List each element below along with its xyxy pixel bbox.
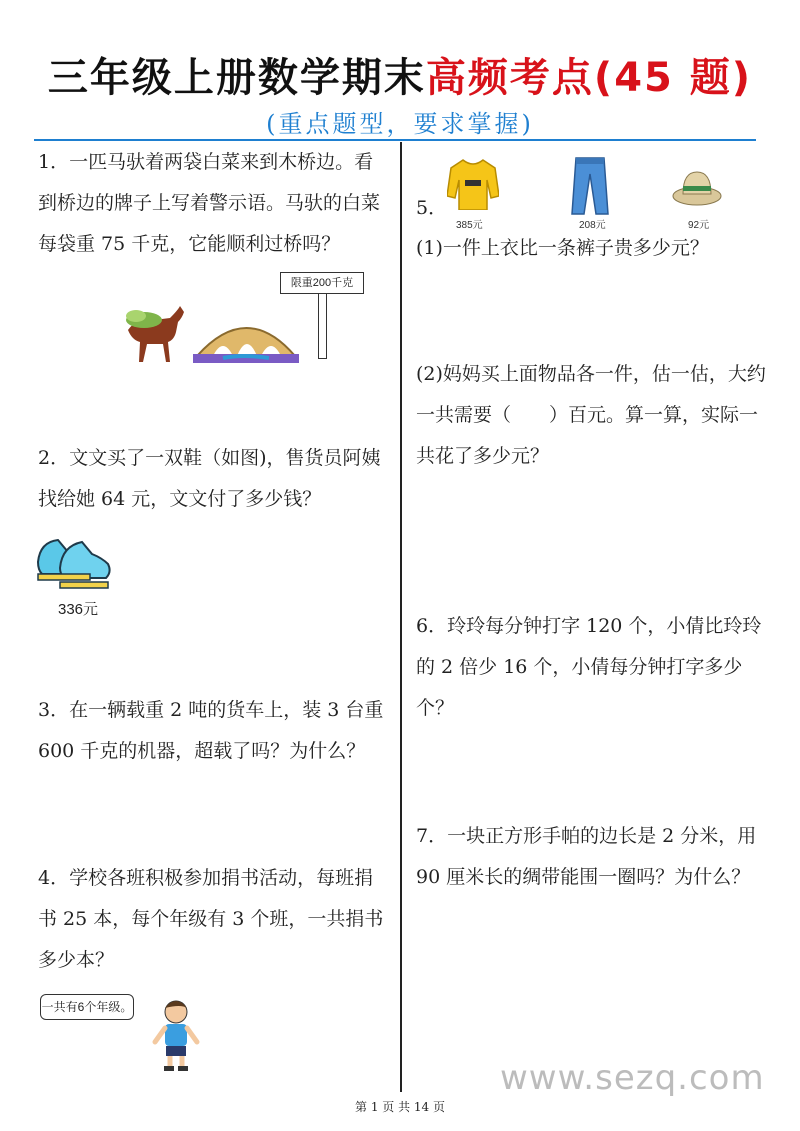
pants-icon [570, 156, 610, 216]
question-1: 1．一匹马驮着两袋白菜来到木桥边。看到桥边的牌子上写着警示语。马驮的白菜每袋重 75 千克，它能顺利过桥吗？ [38, 151, 381, 255]
boy-icon [150, 998, 202, 1074]
column-divider [400, 142, 402, 1092]
question-5-part-1: (1)一件上衣比一条裤子贵多少元？ [416, 237, 709, 259]
question-4: 4．学校各班积极参加捐书活动，每班捐书 25 本，每个年级有 3 个班，一共捐书多少本？ [38, 867, 384, 971]
hat-icon [672, 168, 722, 208]
question-7: 7．一块正方形手帕的边长是 2 分米，用 90 厘米长的绸带能围一圈吗？为什么？ [416, 825, 757, 888]
horse-icon [120, 304, 190, 366]
question-5-number: 5． [416, 197, 448, 219]
shoes-price: 336元 [58, 601, 99, 618]
sweater-price: 385元 [456, 220, 483, 231]
pants-price: 208元 [579, 220, 606, 231]
sweater-icon [447, 156, 499, 210]
title-main: 三年级上册数学期末 [47, 55, 426, 101]
weight-limit-sign: 限重200千克 [280, 272, 364, 294]
speech-bubble: 一共有6个年级。 [40, 994, 134, 1020]
hat-price: 92元 [688, 220, 710, 231]
question-5-part-2: (2)妈妈买上面物品各一件，估一估，大约一共需要（ ）百元。算一算，实际一共花了多少元？ [416, 363, 766, 467]
title-highlight: 高频考点(45 题) [425, 55, 753, 101]
header-divider [34, 139, 756, 141]
question-2: 2．文文买了一双鞋（如图)，售货员阿姨找给她 64 元，文文付了多少钱？ [38, 447, 381, 510]
page-subtitle: (重点题型，要求掌握) [266, 110, 534, 138]
watermark: www.sezq.com [500, 1058, 765, 1098]
page-title [0, 46, 800, 103]
page-number: 第 1 页 共 14 页 [355, 1100, 445, 1114]
question-3: 3．在一辆载重 2 吨的货车上，装 3 台重 600 千克的机器，超载了吗？为什么？ [38, 699, 384, 762]
shoes-icon [34, 528, 112, 594]
question-6: 6．玲玲每分钟打字 120 个，小倩比玲玲的 2 倍少 16 个，小倩每分钟打字多少个？ [416, 615, 762, 719]
sign-pole [318, 294, 327, 359]
bridge-icon [193, 310, 299, 364]
